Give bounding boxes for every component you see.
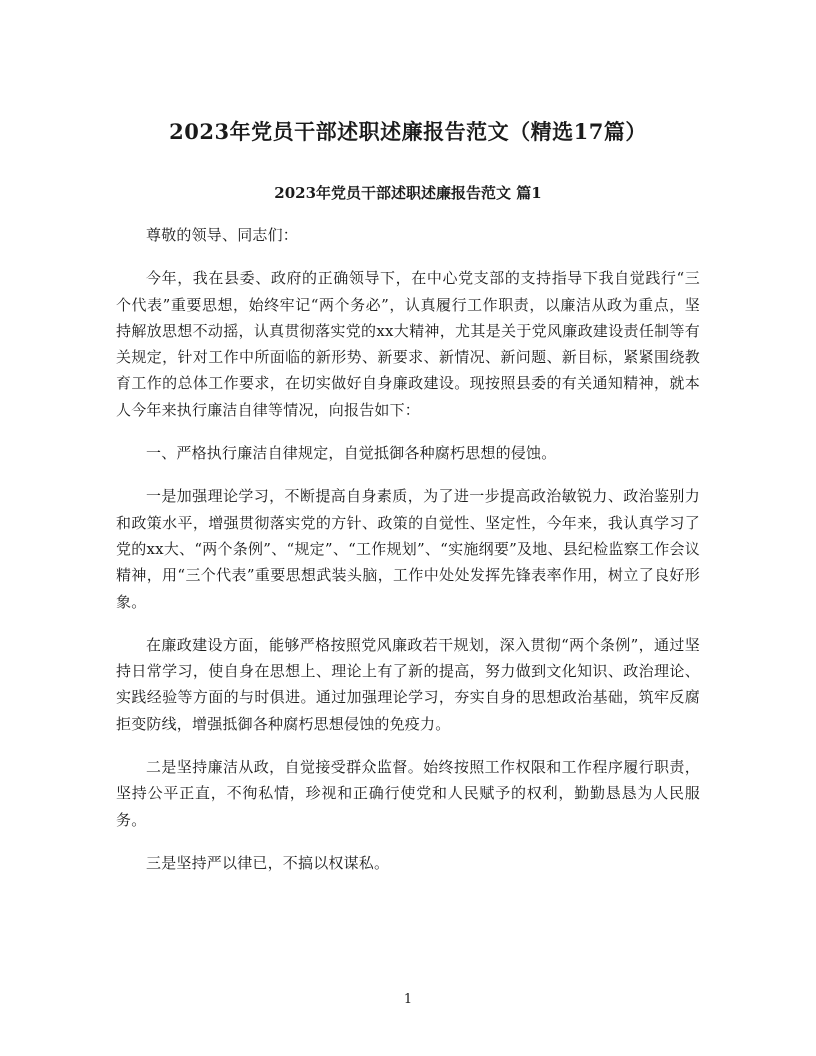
- paragraph-integrity-building: 在廉政建设方面，能够严格按照党风廉政若干规划，深入贯彻“两个条例”，通过坚持日常学习，使自身在思想上、理论上有了新的提高，努力做到文化知识、政治理论、实践经验等方面的与时俱进。通过加强理论学习，夯实自身的思想政治基础，筑牢反腐拒变防线，增强抵御各种腐朽思想侵蚀的免疫力。: [116, 635, 700, 733]
- page-number: 1: [403, 992, 413, 1007]
- document-body: [116, 222, 700, 893]
- paragraph-point-two: 二是坚持廉洁从政，自觉接受群众监督。始终按照工作权限和工作程序履行职责，坚持公平正直，不徇私情，珍视和正确行使党和人民赋予的权利，勤勤恳恳为人民服务。: [116, 758, 700, 829]
- paragraph-intro: 今年，我在县委、政府的正确领导下，在中心党支部的支持指导下我自觉践行“三个代表”重要思想，始终牢记“两个务必”，认真履行工作职责，以廉洁从政为重点，坚持解放思想不动摇，认真贯彻落实党的xx大精神，尤其是关于党风廉政建设责任制等有关规定，针对工作中所面临的新形势、新要求、新情况、新问题、新目标，紧紧围绕教育工作的总体工作要求，在切实做好自身廉政建设。现按照县委的有关通知精神，就本人今年来执行廉洁自律等情况，向报告如下：: [116, 269, 700, 419]
- document-title: 2023年党员干部述职述廉报告范文（精选17篇）: [169, 119, 647, 144]
- paragraph-salutation: 尊敬的领导、同志们：: [146, 226, 299, 244]
- paragraph-section-one-heading: 一、严格执行廉洁自律规定，自觉抵御各种腐朽思想的侵蚀。: [146, 444, 557, 463]
- paragraph-point-one: 一是加强理论学习，不断提高自身素质，为了进一步提高政治敏锐力、政治鉴别力和政策水平，增强贯彻落实党的方针、政策的自觉性、坚定性，今年来，我认真学习了党的xx大、“两个条例”、“规定”、“工作规划”、“实施纲要”及地、县纪检监察工作会议精神，用“三个代表”重要思想武装头脑，工作中处处发挥先锋表率作用，树立了良好形象。: [116, 487, 700, 611]
- document-subtitle: 2023年党员干部述职述廉报告范文 篇1: [274, 184, 542, 202]
- paragraph-point-three: 三是坚持严以律已，不搞以权谋私。: [146, 853, 390, 872]
